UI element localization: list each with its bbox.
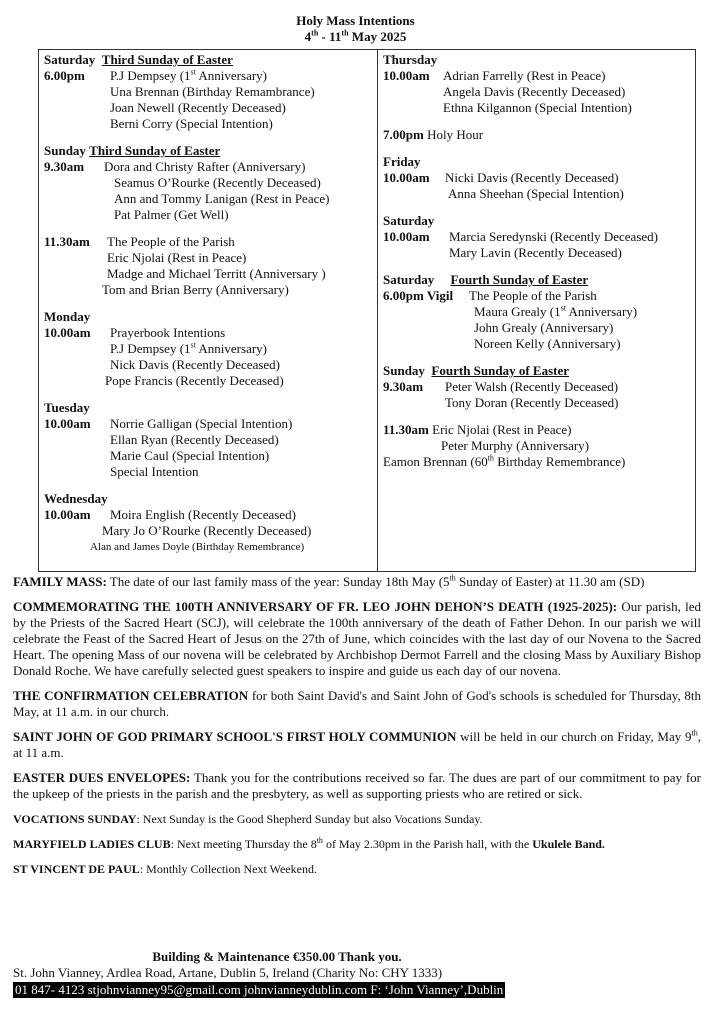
intention: Pat Palmer (Get Well) — [114, 207, 229, 222]
saturday-block — [44, 52, 374, 132]
building-maintenance: Building & Maintenance €350.00 Thank you. — [152, 949, 402, 964]
svdp-notice: ST VINCENT DE PAUL: Monthly Collection Next Weekend. — [13, 862, 317, 876]
date-month-year: May 2025 — [348, 29, 407, 44]
confirmation-notice: THE CONFIRMATION CELEBRATION for both Saint David's and Saint John of God's schools is scheduled for Thursday, 8th May, at 11 a.m. in our church. — [13, 688, 701, 719]
easter-dues-notice: EASTER DUES ENVELOPES: Thank you for the contributions received so far. The dues are part of our commitment to pay for the upkeep of the priests in the parish and the presbytery, as well as supporting priests who are retired or sick. — [13, 770, 701, 801]
left-column — [44, 52, 374, 566]
friday-block — [383, 154, 693, 202]
intention: P.J Dempsey (1st Anniversary) — [110, 67, 267, 83]
occasion-heading: Fourth Sunday of Easter — [450, 272, 589, 287]
tuesday-block — [44, 400, 374, 480]
date-end-suffix: th — [341, 28, 349, 38]
intention: Adrian Farrelly (Rest in Peace) — [443, 68, 606, 83]
day-heading: Saturday — [44, 52, 96, 67]
day-heading: Tuesday — [44, 400, 90, 415]
mass-time: 10.00am — [44, 416, 91, 431]
intention: Una Brennan (Birthday Remambrance) — [110, 84, 315, 99]
intention: Ann and Tommy Lanigan (Rest in Peace) — [114, 191, 330, 206]
maryfield-notice: MARYFIELD LADIES CLUB: Next meeting Thursday the 8th of May 2.30pm in the Parish hall, with the Ukulele Band. — [13, 836, 605, 851]
date-start: 4 — [304, 29, 312, 44]
intention: The People of the Parish — [107, 234, 235, 249]
intention: Mary Lavin (Recently Deceased) — [449, 245, 622, 260]
dehon-anniversary-notice: COMMEMORATING THE 100TH ANNIVERSARY OF FR. LEO JOHN DEHON’S DEATH (1925-2025): Our parish, led by the Priests of the Sacred Heart (SCJ), will celebrate the 100th anniversary of the death of Father Dehon. In our parish we will celebrate the Feast of the Sacred Heart of Jesus on the 27th of June, which coincides with the last day of our Novena to the Sacred Heart. The opening Mass of our novena will be celebrated by Archbishop Dermot Farrell and the closing Mass by Auxiliary Bishop Donald Roche. We have carefully selected guest speakers to inspire and guide us each day of our novena. — [13, 599, 701, 678]
occasion-heading: Third Sunday of Easter — [89, 143, 221, 158]
intention: Anna Sheehan (Special Intention) — [448, 186, 624, 201]
intention: Peter Murphy (Anniversary) — [441, 438, 590, 453]
intention: Tom and Brian Berry (Anniversary) — [102, 282, 289, 297]
intention: Berni Corry (Special Intention) — [110, 116, 273, 131]
right-column — [383, 52, 693, 481]
mass-time: 6.00pm — [44, 68, 85, 83]
intention: P.J Dempsey (1st Anniversary) — [110, 340, 267, 356]
intention: Eric Njolai (Rest in Peace) — [107, 250, 247, 265]
intention: Joan Newell (Recently Deceased) — [110, 100, 286, 115]
mass-time: 11.30am — [44, 234, 90, 249]
communion-notice: SAINT JOHN OF GOD PRIMARY SCHOOL'S FIRST HOLY COMMUNION will be held in our church on Friday, May 9th, at 11 a.m. — [13, 728, 701, 760]
date-start-suffix: th — [311, 28, 319, 38]
mass-time: 10.00am — [44, 507, 91, 522]
intention: Marie Caul (Special Intention) — [110, 448, 270, 463]
day-heading: Sunday — [383, 363, 425, 378]
intention: Norrie Galligan (Special Intention) — [110, 416, 293, 431]
intention: Tony Doran (Recently Deceased) — [445, 395, 619, 410]
occasion-heading: Fourth Sunday of Easter — [431, 363, 570, 378]
intention: Special Intention — [110, 464, 199, 479]
mass-time: 6.00pm Vigil — [383, 288, 454, 303]
mass-time: 9.30am — [44, 159, 85, 174]
saturday-block — [383, 213, 693, 261]
intention: Madge and Michael Territt (Anniversary ) — [107, 266, 326, 281]
day-heading: Monday — [44, 309, 91, 324]
contact-bar: 01 847- 4123 stjohnvianney95@gmail.com johnvianneydublin.com F: ‘John Vianney’,Dublin — [15, 982, 504, 997]
intention: Eamon Brennan (60th Birthday Remembrance) — [383, 453, 626, 469]
saturday-vigil-block — [383, 272, 693, 352]
mass-time: 10.00am — [383, 68, 430, 83]
intention: Noreen Kelly (Anniversary) — [474, 336, 621, 351]
family-mass-notice: FAMILY MASS: The date of our last family mass of the year: Sunday 18th May (5th Sunday of Easter) at 11.30 am (SD) — [13, 573, 645, 589]
intention: Angela Davis (Recently Deceased) — [443, 84, 626, 99]
sunday-block — [44, 143, 374, 298]
day-heading: Wednesday — [44, 491, 108, 506]
day-heading: Sunday — [44, 143, 86, 158]
intention: Moira English (Recently Deceased) — [110, 507, 296, 522]
intention: Pope Francis (Recently Deceased) — [105, 373, 284, 388]
intention: Nicki Davis (Recently Deceased) — [445, 170, 619, 185]
title-line: Holy Mass Intentions — [296, 13, 415, 28]
monday-block — [44, 309, 374, 389]
mass-time: 9.30am — [383, 379, 424, 394]
day-heading: Saturday — [383, 272, 435, 287]
parish-address: St. John Vianney, Ardlea Road, Artane, Dublin 5, Ireland (Charity No: CHY 1333) — [13, 965, 443, 980]
day-heading: Friday — [383, 154, 421, 169]
mass-time: 10.00am — [383, 229, 430, 244]
intention: Marcia Seredynski (Recently Deceased) — [449, 229, 658, 244]
date-end: - 11 — [318, 29, 342, 44]
mass-intentions-table — [38, 49, 696, 572]
parish-notices — [13, 574, 701, 886]
intention: Ethna Kilgannon (Special Intention) — [443, 100, 632, 115]
intention: Maura Grealy (1st Anniversary) — [474, 303, 638, 319]
mass-time: 7.00pm — [383, 127, 424, 142]
intention: Alan and James Doyle (Birthday Remembrance) — [90, 541, 305, 553]
occasion-heading: Third Sunday of Easter — [101, 52, 233, 67]
thursday-block — [383, 52, 693, 143]
mass-time: 11.30am — [383, 422, 429, 437]
date-range — [0, 29, 711, 45]
wednesday-block — [44, 491, 374, 555]
day-heading: Saturday — [383, 213, 435, 228]
mass-time: 10.00am — [44, 325, 91, 340]
vocations-notice: VOCATIONS SUNDAY: Next Sunday is the Good Shepherd Sunday but also Vocations Sunday. — [13, 812, 483, 826]
page-title — [0, 13, 711, 45]
intention: Eric Njolai (Rest in Peace) — [432, 422, 572, 437]
sunday-block — [383, 363, 693, 470]
intention: Ellan Ryan (Recently Deceased) — [110, 432, 279, 447]
day-heading: Thursday — [383, 52, 438, 67]
intention: Seamus O’Rourke (Recently Deceased) — [114, 175, 321, 190]
intention: Nick Davis (Recently Deceased) — [110, 357, 281, 372]
intention: Peter Walsh (Recently Deceased) — [445, 379, 619, 394]
mass-time: 10.00am — [383, 170, 430, 185]
intention: John Grealy (Anniversary) — [474, 320, 614, 335]
intention: The People of the Parish — [469, 288, 597, 303]
intention: Mary Jo O’Rourke (Recently Deceased) — [102, 523, 312, 538]
footer — [13, 949, 701, 998]
intention: Dora and Christy Rafter (Anniversary) — [104, 159, 306, 174]
column-divider — [377, 50, 378, 571]
intention: Prayerbook Intentions — [110, 325, 226, 340]
holy-hour: Holy Hour — [427, 127, 484, 142]
